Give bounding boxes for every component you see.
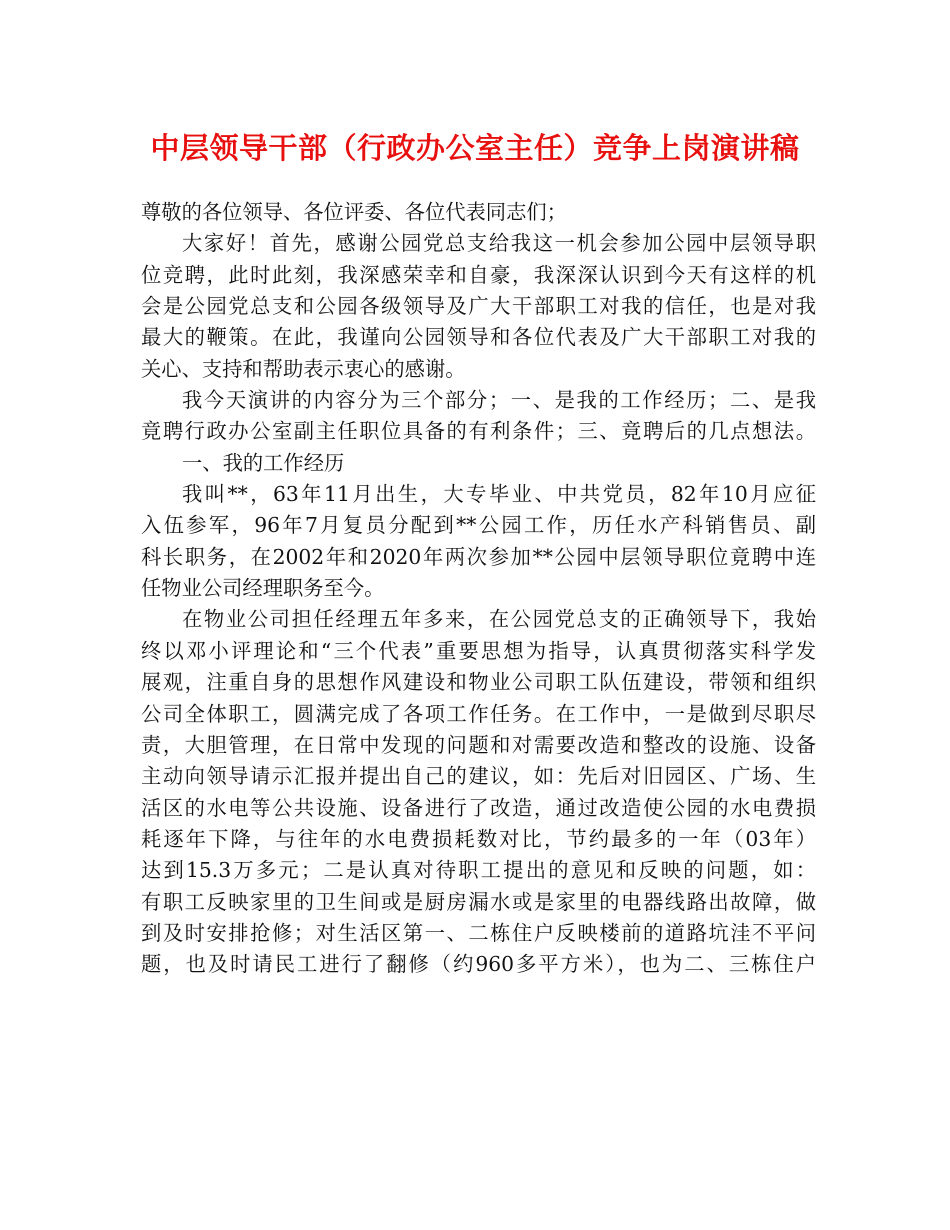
body-line: 任物业公司经理职务至今。 — [141, 576, 385, 601]
body-line: 在物业公司担任经理五年多来，在公园党总支的正确领导下，我始 — [182, 607, 816, 632]
body-line: 责，大胆管理，在日常中发现的问题和对需要改造和整改的设施、设备 — [141, 732, 816, 757]
body-line: 位竞聘，此时此刻，我深感荣幸和自豪，我深深认识到今天有这样的机 — [141, 262, 816, 287]
body-line: 关心、支持和帮助表示衷心的感谢。 — [141, 356, 466, 381]
body-line: 我今天演讲的内容分为三个部分；一、是我的工作经历；二、是我 — [182, 388, 816, 413]
body-line: 我叫**，63年11月出生，大专毕业、中共党员，82年10月应征 — [182, 482, 816, 507]
document-title: 中层领导干部（行政办公室主任）竞争上岗演讲稿 — [150, 131, 800, 165]
body-line: 尊敬的各位领导、各位评委、各位代表同志们； — [141, 200, 567, 224]
body-line: 最大的鞭策。在此，我谨向公园领导和各位代表及广大干部职工对我的 — [141, 325, 816, 350]
body-line: 达到15.3万多元；二是认真对待职工提出的意见和反映的问题，如： — [141, 858, 816, 883]
document-body — [141, 197, 816, 981]
body-line: 会是公园党总支和公园各级领导及广大干部职工对我的信任，也是对我 — [141, 294, 816, 319]
body-line: 公司全体职工，圆满完成了各项工作任务。在工作中，一是做到尽职尽 — [141, 701, 816, 726]
body-line: 终以邓小评理论和“三个代表”重要思想为指导，认真贯彻落实科学发 — [141, 638, 816, 663]
body-line: 活区的水电等公共设施、设备进行了改造，通过改造使公园的水电费损 — [141, 795, 816, 820]
body-line: 有职工反映家里的卫生间或是厨房漏水或是家里的电器线路出故障，做 — [141, 889, 816, 914]
body-line: 入伍参军，96年7月复员分配到**公园工作，历任水产科销售员、副 — [141, 513, 816, 538]
body-line: 到及时安排抢修；对生活区第一、二栋住户反映楼前的道路坑洼不平问 — [141, 920, 816, 945]
body-line: 一、我的工作经历 — [182, 450, 345, 475]
body-line: 竟聘行政办公室副主任职位具备的有利条件；三、竟聘后的几点想法。 — [141, 419, 816, 444]
body-line: 大家好！首先，感谢公园党总支给我这一机会参加公园中层领导职 — [182, 231, 816, 256]
body-line: 展观，注重自身的思想作风建设和物业公司职工队伍建设，带领和组织 — [141, 670, 816, 695]
body-line: 主动向领导请示汇报并提出自己的建议，如：先后对旧园区、广场、生 — [141, 764, 816, 789]
body-line: 科长职务，在2002年和2020年两次参加**公园中层领导职位竟聘中连 — [141, 544, 816, 569]
body-line: 耗逐年下降，与往年的水电费损耗数对比，节约最多的一年（03年） — [141, 826, 816, 851]
body-line: 题，也及时请民工进行了翻修（约960多平方米），也为二、三栋住户 — [141, 952, 816, 977]
